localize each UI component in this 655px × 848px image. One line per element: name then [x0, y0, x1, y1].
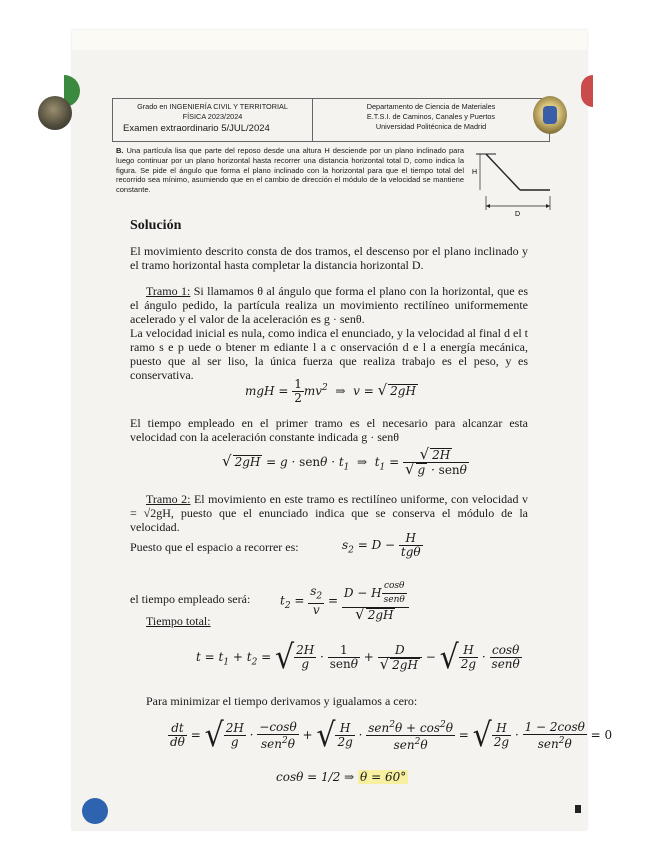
school-logo-icon — [38, 96, 72, 130]
figure-label-d: D — [515, 211, 521, 218]
tramo1-energy-paragraph: La velocidad inicial es nula, como indica el enunciado, y la velocidad al final d el t ramo s e p uede o btener m ediante l a c onservación d e l a energía mecánica, puesto que al ser liso, la única fuerza que realiza trabajo es el peso, y es conservativa. — [130, 326, 528, 382]
result-equation: cosθ = 1/2 ⇒ — [276, 770, 355, 784]
problem-letter: B. — [116, 146, 124, 155]
corner-mark — [575, 805, 581, 813]
tramo1-text: Si llamamos θ al ángulo que forma el plano con la horizontal, que es el ángulo pedido, la partícula realiza un movimiento rectilíneo uniformemente acelerado y el valor de la aceleración es g · senθ. — [130, 284, 528, 326]
equation-derivative: $\frac{dt}{d\theta}$ = √ $\frac{2H}{g}$ · $\frac{-\cos\theta}{sen^2\theta}$ + √ $\frac{H}{2g}$ · $\frac{sen^2\theta + \cos^2\theta}{sen^2\theta}$ = √ $\frac{H}{2g}$ · $\frac{1 - 2\cos\theta}{sen^2\theta}$ = 0 — [170, 716, 613, 755]
intro-paragraph: El movimiento descrito consta de dos tramos, el descenso por el plano inclinado y el tramo horizontal hasta completar la distancia horizontal D. — [130, 244, 528, 272]
blue-binder-tab — [82, 798, 108, 824]
space-paragraph: Puesto que el espacio a recorrer es: — [130, 540, 299, 554]
time2-paragraph: el tiempo empleado será: — [130, 592, 251, 606]
equation-t1: √ $2gH = g \cdot sen\theta \cdot t_1$ ⇒ $t_1$ = $\frac{√ 2H}{\text{√ g · senθ}}$ — [222, 445, 467, 478]
solution-title: Solución — [130, 218, 182, 233]
equation-s2: $s_2 = D$ − $\frac{H}{\text{tgθ}}$ — [342, 531, 421, 559]
tramo1-label: Tramo 1: — [146, 284, 191, 298]
course-year: FÍSICA 2023/2024 — [182, 111, 243, 121]
equation-total-time: $t = t_1 + t_2$ = √ $\frac{2H}{g}$ · $\frac{1}{\text{senθ}}$ + $\frac{D}{√ 2gH}$ − √ $\frac{H}{2g}$ · $\frac{\cos\theta}{\text{senθ}}$ — [196, 638, 520, 677]
problem-statement — [116, 146, 464, 195]
minimize-paragraph: Para minimizar el tiempo derivamos y igualamos a cero: — [146, 694, 418, 708]
tramo2-text: El movimiento en este tramo es rectilíneo uniforme, con velocidad v = √2gH, puesto que el enunciado indica que se conserva el módulo de la velocidad. — [130, 492, 528, 534]
school-name: E.T.S.I. de Caminos, Canales y Puertos — [366, 112, 496, 121]
incline-diagram — [470, 148, 552, 218]
header-right — [313, 99, 549, 141]
final-result — [276, 770, 408, 784]
problem-text: Una partícula lisa que parte del reposo desde una altura H desciende por un plano inclinado para luego continuar por un plano horizontal hasta recorrer una distancia horizontal total D, como indica la figura. Se pide el ángulo que forma el plano inclinado con la horizontal para que el tiempo total del recorrido sea mínimo, asumiendo que en el cambio de dirección el módulo de la velocidad se mantiene constante. — [116, 146, 464, 195]
result-answer-highlight: θ = 60° — [360, 770, 407, 784]
red-binder-tab — [581, 75, 593, 107]
tramo2-paragraph — [130, 492, 528, 534]
figure-label-h: H — [472, 169, 478, 176]
header-left — [113, 99, 313, 141]
university-name: Universidad Politécnica de Madrid — [375, 122, 487, 131]
total-time-label: Tiempo total: — [146, 614, 211, 628]
page-top-band — [72, 30, 587, 50]
tramo2-label: Tramo 2: — [146, 492, 191, 506]
equation-t2: $t_2$ = $\frac{s_2}{v}$ = D − H $\frac{\cos\theta}{\text{senθ}}$ √ 2gH — [280, 580, 409, 622]
degree-name: Grado en INGENIERÍA CIVIL Y TERRITORIAL — [137, 102, 288, 111]
tramo1-paragraph — [130, 284, 528, 326]
exam-header — [112, 98, 550, 142]
time-paragraph: El tiempo empleado en el primer tramo es el necesario para alcanzar esta velocidad con la aceleración constante indicada g · senθ — [130, 416, 528, 444]
department-name: Departamento de Ciencia de Materiales — [366, 102, 496, 111]
exam-title: Examen extraordinario 5/JUL/2024 — [123, 123, 270, 134]
equation-energy: mgH = $\frac{1}{2}$ $mv^2$ ⇒ v = √ 2gH — [245, 377, 416, 405]
university-seal-icon — [533, 96, 567, 134]
